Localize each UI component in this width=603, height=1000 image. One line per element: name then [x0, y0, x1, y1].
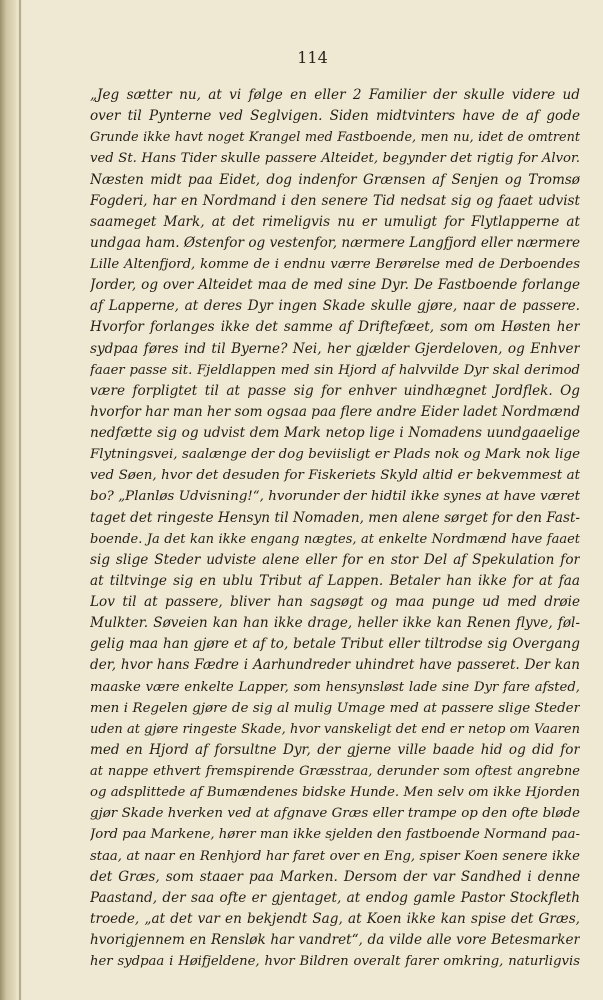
- text-line: Hvorfor forlanges ikke det samme af Driftefæet, som om Høsten her: [90, 319, 580, 336]
- text-line: Flytningsvei, saalænge der dog beviisligt er Plads nok og Mark nok lige: [90, 447, 580, 463]
- text-line: uden at gjøre ringeste Skade, hvor vanskeligt det end er netop om Vaaren: [90, 721, 580, 737]
- text-line: gelig maa han gjøre et af to, betale Tribut eller tiltrodse sig Overgang: [90, 636, 580, 653]
- text-line: sig slige Steder udviste alene eller for en stor Del af Spekulation for: [90, 551, 580, 568]
- text-line: maaske være enkelte Lapper, som hensynsløst lade sine Dyr fare afsted,: [90, 679, 580, 695]
- text-line: være forpligtet til at passe sig for enhver uindhægnet Jordflek. Og: [90, 382, 580, 399]
- text-line: Næsten midt paa Eidet, dog indenfor Grænsen af Senjen og Tromsø: [90, 171, 580, 188]
- text-line: sydpaa føres ind til Byerne? Nei, her gjælder Gjerdeloven, og Enhver: [90, 340, 580, 357]
- text-line: taget det ringeste Hensyn til Nomaden, men alene sørget for den Fast-: [90, 509, 580, 526]
- text-line: der, hvor hans Fædre i Aarhundreder uhindret have passeret. Der kan: [90, 657, 580, 674]
- text-line: ved Søen, hvor det desuden for Fiskeriets Skyld altid er bekvemmest at: [90, 468, 580, 484]
- book-page: [22, 0, 603, 1000]
- text-line: Lov til at passere, bliver han sagsøgt og maa punge ud med drøie: [90, 594, 580, 610]
- text-line: hvorfor har man her som ogsaa paa flere andre Eider ladet Nordmænd: [90, 403, 580, 420]
- text-line: Jorder, og over Alteidet maa de med sine Dyr. De Fastboende forlange: [90, 277, 580, 294]
- text-line: staa, at naar en Renhjord har faret over en Eng, spiser Koen senere ikke: [90, 848, 580, 864]
- binding-edge: [19, 0, 21, 1000]
- text-line: ved St. Hans Tider skulle passere Alteidet, begynder det rigtig for Alvor.: [90, 151, 580, 167]
- text-line: nedfætte sig og udvist dem Mark netop lige i Nomadens uundgaaelige: [90, 425, 580, 441]
- body-text: [90, 85, 580, 972]
- text-line: saameget Mark, at det rimeligvis nu er umuligt for Flytlapperne at: [90, 213, 580, 230]
- text-line: at tiltvinge sig en ublu Tribut af Lappen. Betaler han ikke for at faa: [90, 572, 580, 589]
- text-line: Grunde ikke havt noget Krangel med Fastboende, men nu, idet de omtrent: [90, 130, 580, 146]
- text-line: „Jeg sætter nu, at vi følge en eller 2 Familier der skulle videre ud: [90, 87, 580, 103]
- text-line: bo? „Planløs Udvisning!“, hvorunder der hidtil ikke synes at have været: [90, 489, 580, 505]
- text-line: men i Regelen gjøre de sig al mulig Umage med at passere slige Steder: [90, 700, 580, 716]
- text-line: boende. Ja det kan ikke engang nægtes, at enkelte Nordmænd have faaet: [90, 531, 580, 547]
- text-line: hvorigjennem en Rensløk har vandret“, da vilde alle vore Betesmarker: [90, 932, 580, 948]
- text-line: undgaa ham. Østenfor og vestenfor, nærmere Langfjord eller nærmere: [90, 234, 580, 251]
- text-line: Fogderi, har en Nordmand i den senere Tid nedsat sig og faaet udvist: [90, 192, 580, 209]
- text-line: at nappe ethvert fremspirende Græsstraa, derunder som oftest angrebne: [90, 764, 580, 779]
- text-line: faaer passe sit. Fjeldlappen med sin Hjord af halvvilde Dyr skal derimod: [90, 362, 580, 378]
- text-line: over til Pynterne ved Seglvigen. Siden midtvinters have de af gode: [90, 108, 580, 125]
- text-line: Lille Altenfjord, komme de i endnu værre Berørelse med de Derboendes: [90, 257, 580, 272]
- text-line: af Lapperne, at deres Dyr ingen Skade skulle gjøre, naar de passere.: [90, 298, 580, 315]
- text-line: det Græs, som staaer paa Marken. Dersom der var Sandhed i denne: [90, 868, 580, 885]
- text-line: Mulkter. Søveien kan han ikke drage, heller ikke kan Renen flyve, føl-: [90, 615, 580, 632]
- text-line: Paastand, der saa ofte er gjentaget, at endog gamle Pastor Stockfleth: [90, 889, 580, 906]
- text-line: og adsplittede af Bumændenes bidske Hunde. Men selv om ikke Hjorden: [90, 785, 580, 801]
- text-line: med en Hjord af forsultne Dyr, der gjerne ville baade hid og did for: [90, 741, 580, 758]
- text-line: gjør Skade hverken ved at afgnave Græs eller trampe op den ofte bløde: [90, 806, 580, 822]
- book-binding: [0, 0, 16, 1000]
- text-line: troede, „at det var en bekjendt Sag, at Koen ikke kan spise det Græs,: [90, 910, 580, 927]
- page-number: 114: [297, 48, 328, 67]
- text-line: Jord paa Markene, hører man ikke sjelden den fastboende Normand paa-: [90, 827, 580, 843]
- text-line: her sydpaa i Høifjeldene, hvor Bildren overalt farer omkring, naturligvis: [90, 954, 580, 970]
